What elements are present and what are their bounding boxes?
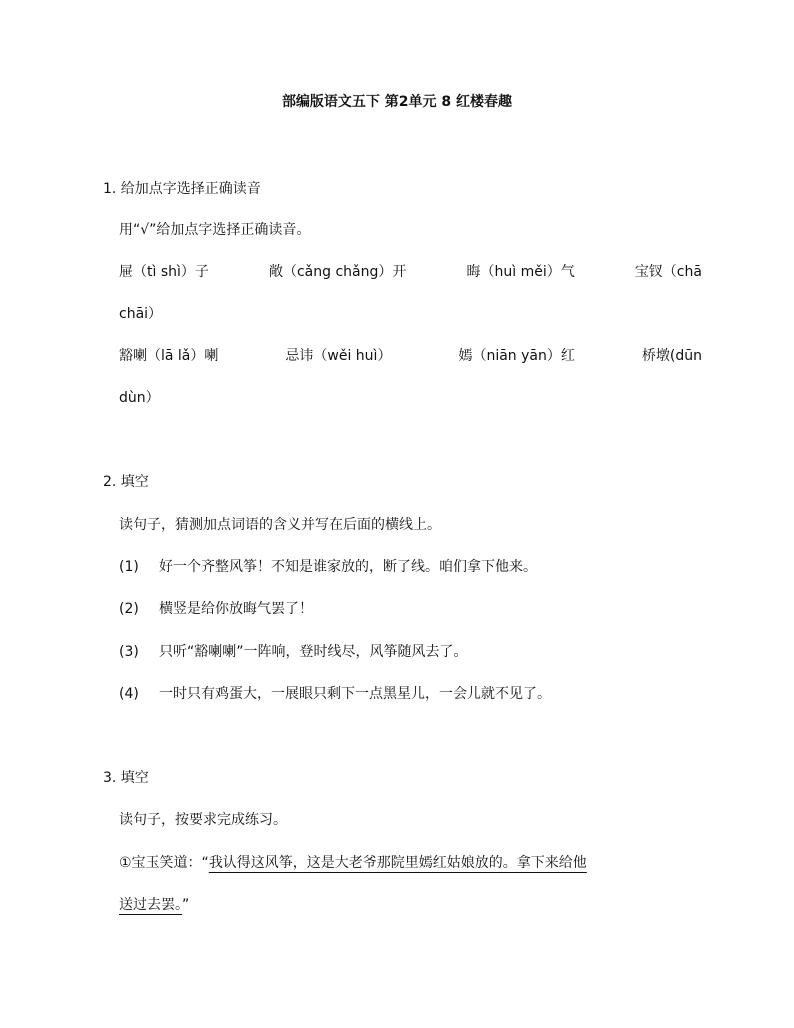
- item-text: 一时只有鸡蛋大，一展眼只剩下一点黑星儿，一会儿就不见了。: [159, 686, 551, 702]
- item-number: (4): [119, 686, 139, 702]
- sentence-suffix: ”: [182, 897, 190, 913]
- question-1-row-1: [119, 261, 702, 281]
- question-1-row-2: [119, 345, 702, 365]
- underlined-sentence: 送过去罢。: [119, 897, 182, 913]
- question-1-row-2-continuation: dùn）: [119, 390, 160, 406]
- pinyin-item: 宝钗（chā: [634, 264, 702, 280]
- item-text: 横竖是给你放晦气罢了！: [159, 601, 313, 617]
- question-1-heading: 1. 给加点字选择正确读音: [103, 181, 261, 197]
- question-2-instruction: 读句子，猜测加点词语的含义并写在后面的横线上。: [119, 517, 441, 533]
- underlined-sentence: 我认得这风筝，这是大老爷那院里嫣红姑娘放的。拿下来给他: [208, 855, 587, 871]
- question-2-item: [119, 598, 313, 618]
- question-3-heading: 3. 填空: [103, 770, 149, 786]
- question-3-sentence-line-2: [119, 894, 189, 914]
- question-1-instruction: 用“√”给加点字选择正确读音。: [119, 222, 311, 238]
- question-2-item: [119, 641, 468, 661]
- question-2-item: [119, 683, 551, 703]
- pinyin-item: 忌讳（wěi huì）: [285, 348, 392, 364]
- item-number: (3): [119, 644, 139, 660]
- question-2-item: [119, 556, 537, 576]
- page-title: 部编版语文五下 第2单元 8 红楼春趣: [281, 94, 513, 110]
- question-3-sentence-line-1: [119, 852, 702, 872]
- pinyin-item: 敞（cǎng chǎng）开: [268, 264, 407, 280]
- pinyin-item: 桥墩(dūn: [641, 348, 702, 364]
- question-1-row-1-continuation: chāi）: [119, 306, 163, 322]
- item-text: 只听“豁喇喇”一阵响，登时线尽，风筝随风去了。: [159, 644, 468, 660]
- item-text: 好一个齐整风筝！不知是谁家放的，断了线。咱们拿下他来。: [159, 559, 537, 575]
- pinyin-item: 晦（huì měi）气: [466, 264, 575, 280]
- pinyin-item: 屉（tì shì）子: [119, 264, 209, 280]
- sentence-prefix: ①宝玉笑道：“: [119, 855, 209, 871]
- question-2-heading: 2. 填空: [103, 474, 149, 490]
- pinyin-item: 豁喇（lā lǎ）喇: [119, 348, 219, 364]
- pinyin-item: 嫣（niān yān）红: [458, 348, 575, 364]
- item-number: (2): [119, 601, 139, 617]
- item-number: (1): [119, 559, 139, 575]
- question-3-instruction: 读句子，按要求完成练习。: [119, 812, 287, 828]
